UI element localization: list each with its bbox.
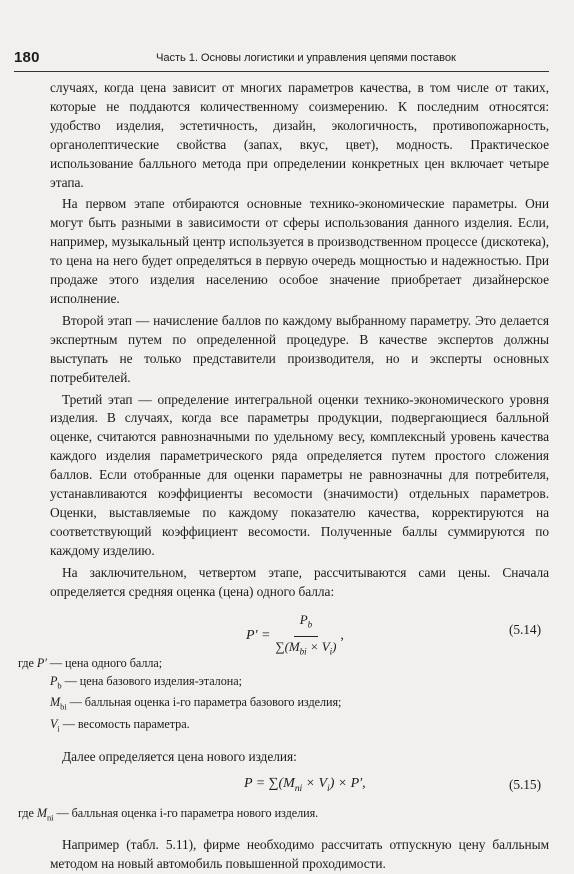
definition-symbol: P xyxy=(50,673,58,688)
formula-part: ) × P′, xyxy=(329,775,366,791)
denominator-middle: × V xyxy=(306,638,330,654)
paragraph: Третий этап — определение интегральной оценки технико-экономического уровня изделия. В случаях, когда все параметры продукции, подвергающиеся балльной оценке, считаются равнозначными по удельному весу, комплексный уровень качества каждого изделия параметрического ряда определяется путем простого сложения баллов. Если отобранные для оценки параметры не равнозначны для потребителя, устанавливаются коэффициенты весомости (значимости) отдельных параметров. Оценки, выставляемые по каждому показателю качества, корректируются на соответствующий коэффициент весомости. Полученные баллы суммируются по каждому изделию. xyxy=(50,391,549,558)
page-header xyxy=(14,47,549,72)
formula-expression xyxy=(244,775,366,799)
definition-text: — цена одного балла; xyxy=(46,656,163,671)
definitions-list xyxy=(18,655,549,737)
definition-item xyxy=(18,694,549,716)
formula-trailing: , xyxy=(340,628,344,644)
definition-subscript: b xyxy=(57,680,62,691)
definition-symbol: V xyxy=(50,716,58,731)
paragraph: Далее определяется цена нового изделия: xyxy=(62,748,297,764)
definitions-lead: где xyxy=(18,656,37,671)
formula-part: P = ∑(M xyxy=(244,775,295,791)
formula-lhs: P′ = xyxy=(246,628,271,644)
denominator-end: ) xyxy=(332,638,337,654)
definition-item xyxy=(18,716,549,738)
formula-5-14 xyxy=(50,607,549,655)
definition-item xyxy=(18,673,549,695)
fraction-numerator xyxy=(294,611,318,637)
body-text xyxy=(18,79,549,874)
page-number: 180 xyxy=(14,49,40,66)
definition-item xyxy=(18,655,549,672)
running-head: Часть 1. Основы логистики и управления цепями поставок xyxy=(156,52,456,64)
definition-symbol: P′ xyxy=(36,656,47,671)
paragraph: случаях, когда цена зависит от многих параметров качества, в том числе от таких, которые не поддаются количественному соизмерению. К последним относятся: удобство изделия, эстетичность, дизайн, экологичность, противопожарность, органолептические свойства (запах, вкус, цвет), модность. Практическое использование балльного метода при определении конкретных цен включает четыре этапа. xyxy=(50,80,549,190)
formula-fraction xyxy=(275,611,336,661)
equation-number: (5.14) xyxy=(508,622,541,638)
definition-text: — балльная оценка i-го параметра нового изделия. xyxy=(53,805,319,820)
definition-subscript: ni xyxy=(46,811,54,822)
formula-5-15 xyxy=(50,771,549,801)
definition-symbol: M xyxy=(50,695,61,710)
definition-subscript: i xyxy=(57,723,60,734)
formula-expression xyxy=(246,611,344,661)
paragraph: На заключительном, четвертом этапе, рассчитываются сами цены. Сначала определяется средняя оценка (цена) одного балла: xyxy=(50,564,549,599)
definition-subscript: bi xyxy=(60,701,67,712)
definition-text: — цена базового изделия-эталона; xyxy=(61,673,242,688)
numerator-symbol: P xyxy=(299,612,308,628)
denominator-subscript: bi xyxy=(299,646,307,657)
denominator-subscript-2: i xyxy=(329,646,333,657)
formula-subscript: ni xyxy=(294,782,303,794)
definitions-lead: где xyxy=(18,805,37,820)
denominator-start: ∑(M xyxy=(275,638,300,654)
paragraph: На первом этапе отбираются основные технико-экономические параметры. Они могут быть разными в зависимости от сферы использования данного изделия. Если, например, музыкальный центр используется в производственном процессе (дискотека), то цена на него будет определяться в первую очередь мощностью и надежностью. При продаже этого изделия населению особое значение приобретает дизайнерское исполнение. xyxy=(50,196,549,306)
definition-text: — весомость параметра. xyxy=(59,716,190,731)
definition-symbol: M xyxy=(36,805,47,820)
numerator-subscript: b xyxy=(307,620,313,631)
formula-subscript: i xyxy=(327,782,330,794)
formula-part: × V xyxy=(302,775,328,791)
definition-text: — балльная оценка i-го параметра базового изделия; xyxy=(66,695,342,710)
paragraph: Например (табл. 5.11), фирме необходимо рассчитать отпускную цену балльным методом на новый автомобиль повышенной проходимости. xyxy=(50,836,549,871)
definition-item xyxy=(18,805,549,826)
equation-number: (5.15) xyxy=(508,776,541,792)
paragraph: Второй этап — начисление баллов по каждому выбранному параметру. Это делается экспертным путем по определенной процедуре. В качестве экспертов должны выступать не только представители производителя, но и эксперты основных потребителей. xyxy=(50,312,549,385)
